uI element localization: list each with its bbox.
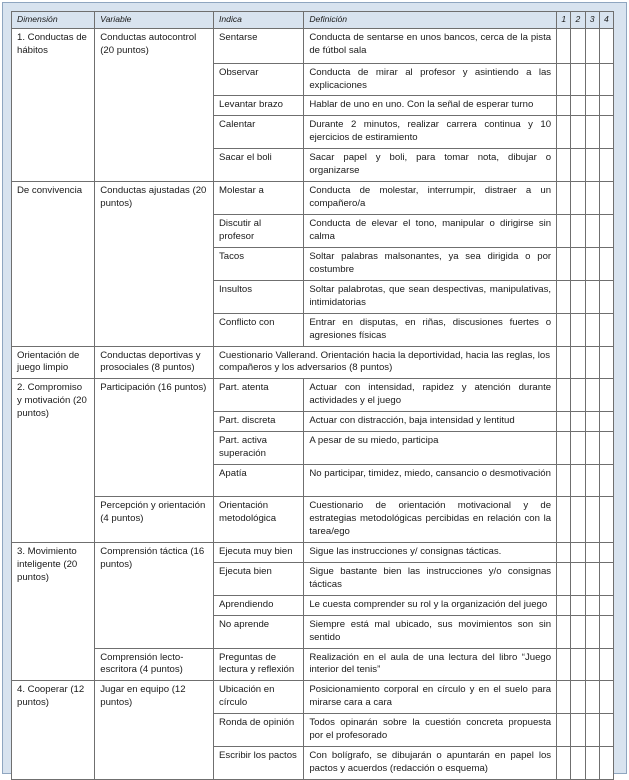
header-dimension: Dimensión <box>12 12 95 29</box>
variable-cell: Comprensión lecto-escritora (4 puntos) <box>95 648 214 681</box>
score-cell[interactable] <box>571 747 585 780</box>
indicator-cell: No aprende <box>214 615 304 648</box>
score-cell[interactable] <box>557 562 571 595</box>
indicator-cell: Part. atenta <box>214 379 304 412</box>
table-row <box>12 648 614 681</box>
indicator-cell: Sentarse <box>214 28 304 63</box>
score-cell[interactable] <box>557 313 571 346</box>
table-row <box>12 542 614 562</box>
score-cell[interactable] <box>585 465 599 497</box>
indicator-cell: Preguntas de lectura y reflexión <box>214 648 304 681</box>
score-cell[interactable] <box>599 747 613 780</box>
definition-cell: Sigue bastante bien las instrucciones y/o consignas tácticas <box>304 562 557 595</box>
definition-cell: Soltar palabras malsonantes, ya sea dirigida o por costumbre <box>304 247 557 280</box>
definition-cell: A pesar de su miedo, participa <box>304 432 557 465</box>
table-row <box>12 497 614 543</box>
header-row <box>12 12 614 29</box>
score-cell[interactable] <box>557 465 571 497</box>
indicator-cell: Ejecuta muy bien <box>214 542 304 562</box>
dimension-cell: Orientación de juego limpio <box>12 346 95 379</box>
score-cell[interactable] <box>557 215 571 248</box>
evaluation-table <box>11 11 614 780</box>
table-row <box>12 681 614 714</box>
score-cell[interactable] <box>599 465 613 497</box>
score-cell[interactable] <box>599 182 613 215</box>
definition-cell: Durante 2 minutos, realizar carrera continua y 10 ejercicios de estiramiento <box>304 116 557 149</box>
score-cell[interactable] <box>599 280 613 313</box>
indicator-cell: Molestar a <box>214 182 304 215</box>
score-cell[interactable] <box>585 215 599 248</box>
score-cell[interactable] <box>599 714 613 747</box>
score-cell[interactable] <box>571 215 585 248</box>
score-cell[interactable] <box>585 432 599 465</box>
variable-cell: Comprensión táctica (16 puntos) <box>95 542 214 648</box>
indicator-cell: Orientación metodológica <box>214 497 304 543</box>
indicator-cell: Sacar el boli <box>214 149 304 182</box>
header-score-4: 4 <box>599 12 613 29</box>
score-cell[interactable] <box>599 595 613 615</box>
score-cell[interactable] <box>585 714 599 747</box>
score-cell[interactable] <box>585 313 599 346</box>
header-indicator: Indica <box>214 12 304 29</box>
score-cell[interactable] <box>571 280 585 313</box>
variable-cell: Percepción y orientación (4 puntos) <box>95 497 214 543</box>
score-cell[interactable] <box>571 497 585 543</box>
score-cell[interactable] <box>557 412 571 432</box>
definition-cell: No participar, timidez, miedo, cansancio o desmotivación <box>304 465 557 497</box>
definition-cell: Le cuesta comprender su rol y la organización del juego <box>304 595 557 615</box>
indicator-cell: Ronda de opinión <box>214 714 304 747</box>
score-cell[interactable] <box>599 379 613 412</box>
header-score-3: 3 <box>585 12 599 29</box>
score-cell[interactable] <box>585 542 599 562</box>
score-cell[interactable] <box>585 595 599 615</box>
definition-cell: Conducta de elevar el tono, manipular o dirigirse sin calma <box>304 215 557 248</box>
score-cell[interactable] <box>571 542 585 562</box>
score-cell[interactable] <box>585 116 599 149</box>
score-cell[interactable] <box>585 412 599 432</box>
score-cell[interactable] <box>599 412 613 432</box>
score-cell[interactable] <box>571 595 585 615</box>
score-cell[interactable] <box>571 28 585 63</box>
score-cell[interactable] <box>571 562 585 595</box>
score-cell[interactable] <box>571 714 585 747</box>
score-cell[interactable] <box>557 681 571 714</box>
definition-cell: Conducta de molestar, interrumpir, distraer a un compañero/a <box>304 182 557 215</box>
indicator-cell: Conflicto con <box>214 313 304 346</box>
questionnaire-cell: Cuestionario Vallerand. Orientación hacia la deportividad, hacia las reglas, los compañeros y los adversarios (8 puntos) <box>214 346 557 379</box>
score-cell[interactable] <box>599 562 613 595</box>
definition-cell: Hablar de uno en uno. Con la señal de esperar turno <box>304 96 557 116</box>
definition-cell: Actuar con intensidad, rapidez y atención durante actividades y el juego <box>304 379 557 412</box>
score-cell[interactable] <box>599 116 613 149</box>
dimension-cell: 4. Cooperar (12 puntos) <box>12 681 95 780</box>
score-cell[interactable] <box>571 615 585 648</box>
table-row <box>12 346 614 379</box>
score-cell[interactable] <box>571 247 585 280</box>
score-cell[interactable] <box>571 182 585 215</box>
score-cell[interactable] <box>571 149 585 182</box>
dimension-cell: De convivencia <box>12 182 95 346</box>
variable-cell: Conductas deportivas y prosociales (8 puntos) <box>95 346 214 379</box>
score-cell[interactable] <box>585 149 599 182</box>
score-cell[interactable] <box>599 28 613 63</box>
score-cell[interactable] <box>571 313 585 346</box>
score-cell[interactable] <box>557 346 571 379</box>
score-cell[interactable] <box>599 313 613 346</box>
score-cell[interactable] <box>557 648 571 681</box>
indicator-cell: Observar <box>214 63 304 96</box>
score-cell[interactable] <box>557 542 571 562</box>
score-cell[interactable] <box>599 63 613 96</box>
score-cell[interactable] <box>557 63 571 96</box>
indicator-cell: Discutir al profesor <box>214 215 304 248</box>
score-cell[interactable] <box>557 280 571 313</box>
definition-cell: Entrar en disputas, en riñas, discusiones fuertes o agresiones físicas <box>304 313 557 346</box>
score-cell[interactable] <box>585 346 599 379</box>
score-cell[interactable] <box>599 346 613 379</box>
score-cell[interactable] <box>599 96 613 116</box>
score-cell[interactable] <box>571 432 585 465</box>
definition-cell: Sigue las instrucciones y/ consignas tácticas. <box>304 542 557 562</box>
score-cell[interactable] <box>599 247 613 280</box>
score-cell[interactable] <box>557 28 571 63</box>
indicator-cell: Aprendiendo <box>214 595 304 615</box>
score-cell[interactable] <box>571 648 585 681</box>
definition-cell: Sacar papel y boli, para tomar nota, dibujar o organizarse <box>304 149 557 182</box>
table-row <box>12 379 614 412</box>
score-cell[interactable] <box>599 681 613 714</box>
score-cell[interactable] <box>599 432 613 465</box>
dimension-cell: 2. Compromiso y motivación (20 puntos) <box>12 379 95 543</box>
indicator-cell: Part. activa superación <box>214 432 304 465</box>
score-cell[interactable] <box>585 379 599 412</box>
score-cell[interactable] <box>571 96 585 116</box>
score-cell[interactable] <box>571 681 585 714</box>
definition-cell: Actuar con distracción, baja intensidad y lentitud <box>304 412 557 432</box>
score-cell[interactable] <box>599 497 613 543</box>
definition-cell: Siempre está mal ubicado, sus movimientos son sin sentido <box>304 615 557 648</box>
score-cell[interactable] <box>557 595 571 615</box>
variable-cell: Conductas autocontrol (20 puntos) <box>95 28 214 182</box>
indicator-cell: Ejecuta bien <box>214 562 304 595</box>
header-score-2: 2 <box>571 12 585 29</box>
definition-cell: Posicionamiento corporal en círculo y en el suelo para mirarse cara a cara <box>304 681 557 714</box>
score-cell[interactable] <box>557 379 571 412</box>
score-cell[interactable] <box>599 149 613 182</box>
header-score-1: 1 <box>557 12 571 29</box>
score-cell[interactable] <box>585 28 599 63</box>
table-row <box>12 28 614 63</box>
score-cell[interactable] <box>585 615 599 648</box>
score-cell[interactable] <box>599 648 613 681</box>
variable-cell: Conductas ajustadas (20 puntos) <box>95 182 214 346</box>
variable-cell: Participación (16 puntos) <box>95 379 214 497</box>
score-cell[interactable] <box>557 615 571 648</box>
score-cell[interactable] <box>557 497 571 543</box>
score-cell[interactable] <box>571 346 585 379</box>
score-cell[interactable] <box>557 247 571 280</box>
score-cell[interactable] <box>585 747 599 780</box>
dimension-cell: 1. Conductas de hábitos <box>12 28 95 182</box>
definition-cell: Cuestionario de orientación motivacional y de estrategias metodológicas percibidas en relación con la tarea/ego <box>304 497 557 543</box>
indicator-cell: Calentar <box>214 116 304 149</box>
score-cell[interactable] <box>571 412 585 432</box>
score-cell[interactable] <box>585 182 599 215</box>
header-variable: Variable <box>95 12 214 29</box>
dimension-cell: 3. Movimiento inteligente (20 puntos) <box>12 542 95 681</box>
score-cell[interactable] <box>557 96 571 116</box>
score-cell[interactable] <box>571 116 585 149</box>
score-cell[interactable] <box>571 379 585 412</box>
score-cell[interactable] <box>557 149 571 182</box>
score-cell[interactable] <box>557 116 571 149</box>
score-cell[interactable] <box>557 714 571 747</box>
indicator-cell: Tacos <box>214 247 304 280</box>
definition-cell: Con bolígrafo, se dibujarán o apuntarán en papel los pactos y acuerdos (redacción o esquema) <box>304 747 557 780</box>
score-cell[interactable] <box>599 215 613 248</box>
score-cell[interactable] <box>585 562 599 595</box>
score-cell[interactable] <box>585 497 599 543</box>
definition-cell: Soltar palabrotas, que sean despectivas, manipulativas, intimidatorias <box>304 280 557 313</box>
definition-cell: Realización en el aula de una lectura del libro “Juego interior del tenis” <box>304 648 557 681</box>
definition-cell: Todos opinarán sobre la cuestión concreta propuesta por el profesorado <box>304 714 557 747</box>
score-cell[interactable] <box>557 182 571 215</box>
indicator-cell: Insultos <box>214 280 304 313</box>
indicator-cell: Apatía <box>214 465 304 497</box>
score-cell[interactable] <box>571 465 585 497</box>
definition-cell: Conducta de sentarse en unos bancos, cerca de la pista de fútbol sala <box>304 28 557 63</box>
score-cell[interactable] <box>585 648 599 681</box>
indicator-cell: Ubicación en círculo <box>214 681 304 714</box>
header-definition: Definición <box>304 12 557 29</box>
score-cell[interactable] <box>599 542 613 562</box>
score-cell[interactable] <box>585 63 599 96</box>
score-cell[interactable] <box>571 63 585 96</box>
score-cell[interactable] <box>585 280 599 313</box>
score-cell[interactable] <box>557 432 571 465</box>
definition-cell: Conducta de mirar al profesor y asintiendo a las explicaciones <box>304 63 557 96</box>
score-cell[interactable] <box>585 247 599 280</box>
score-cell[interactable] <box>585 96 599 116</box>
score-cell[interactable] <box>599 615 613 648</box>
variable-cell: Jugar en equipo (12 puntos) <box>95 681 214 780</box>
score-cell[interactable] <box>585 681 599 714</box>
indicator-cell: Escribir los pactos <box>214 747 304 780</box>
score-cell[interactable] <box>557 747 571 780</box>
table-row <box>12 182 614 215</box>
indicator-cell: Part. discreta <box>214 412 304 432</box>
indicator-cell: Levantar brazo <box>214 96 304 116</box>
